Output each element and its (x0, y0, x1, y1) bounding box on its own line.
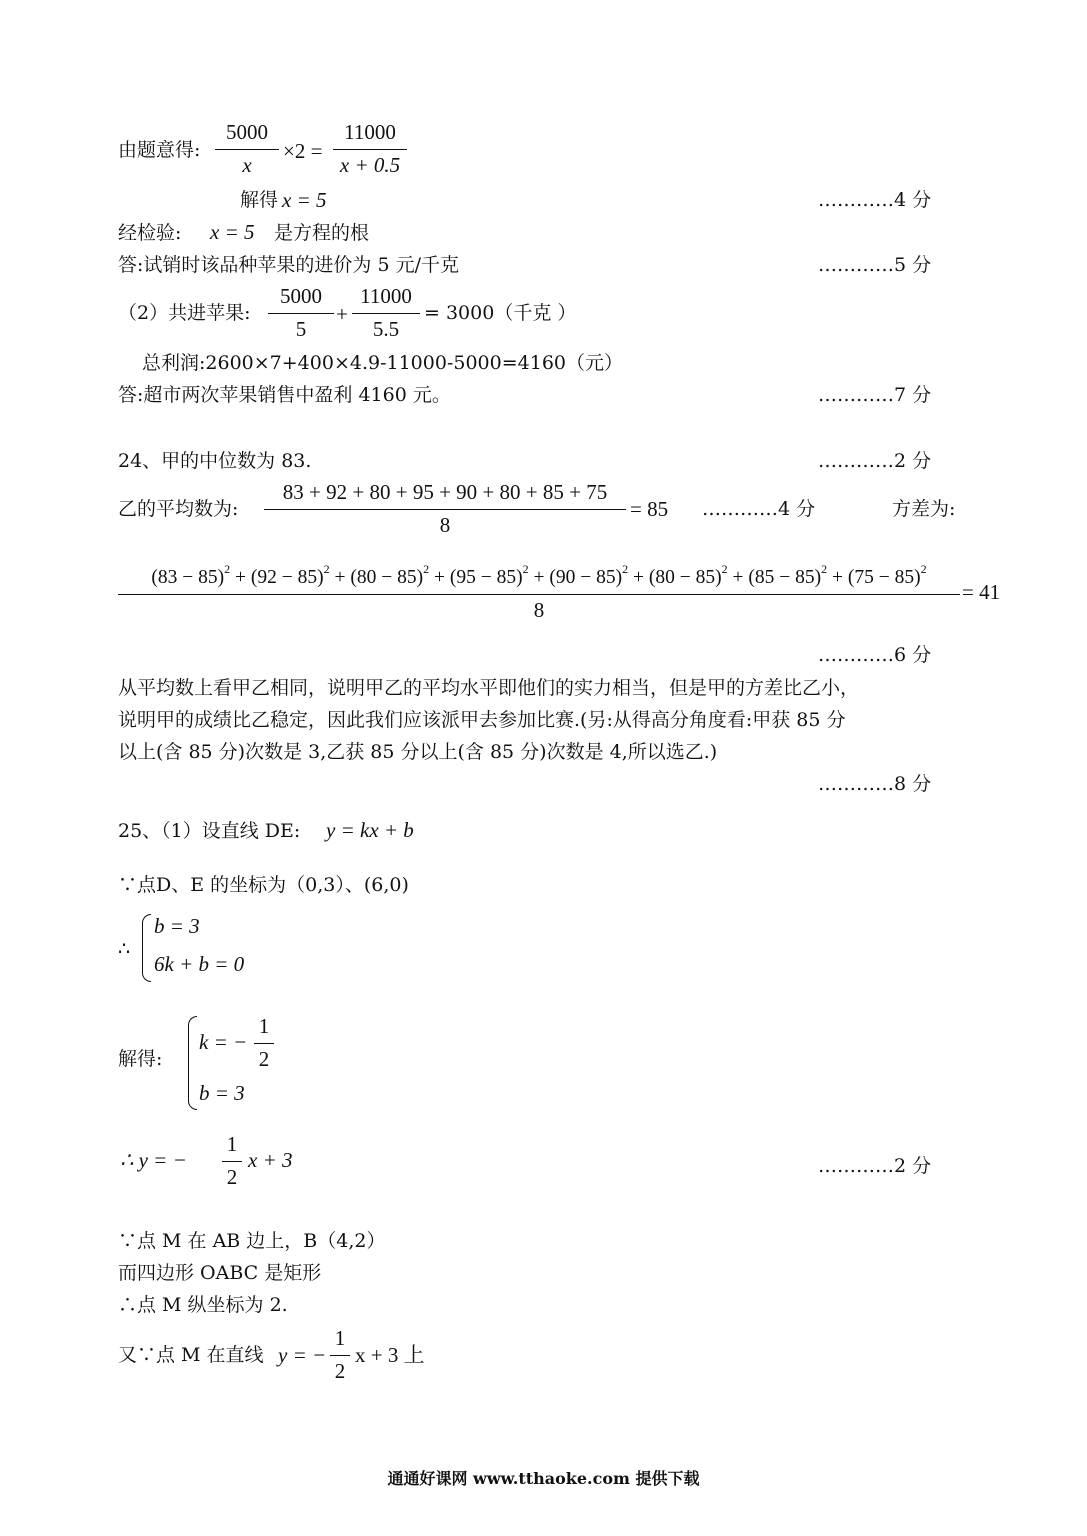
q23-solve-text: 解得 (240, 189, 279, 211)
score-q23-5: …………5 分 (818, 254, 932, 276)
q23-p2-fraction-1-num: 5000 (280, 284, 322, 308)
variance-plus-sign: + (727, 567, 749, 588)
q25-m-line-4-num: 1 (334, 1326, 346, 1350)
q23-fraction-right (333, 122, 407, 176)
q23-p2-result: = 3000（千克 ） (424, 302, 577, 324)
variance-term: (95 − 85) (449, 567, 523, 588)
variance-term: (80 − 85) (648, 567, 722, 588)
variance-exponent: 2 (920, 562, 927, 576)
q24-paragraph-2: 说明甲的成绩比乙稳定，因此我们应该派甲去参加比赛.(另:从得高分角度看:甲获 85 分 (118, 709, 846, 731)
q25-m-line-4-post: x + 3 上 (355, 1343, 425, 1367)
q23-check-eq: x = 5 (210, 220, 255, 244)
q23-answer-1: 答:试销时该品种苹果的进价为 5 元/千克 (118, 254, 459, 276)
q25-system-2-num: 1 (258, 1014, 270, 1038)
q25-therefore: ∴ (118, 938, 131, 960)
q23-check-tail: 是方程的根 (274, 222, 370, 244)
q25-solve-label: 解得: (118, 1048, 163, 1070)
variance-plus-sign: + (329, 567, 351, 588)
score-q24-6: …………6 分 (818, 644, 932, 666)
variance-plus-sign: + (230, 567, 251, 588)
q24-variance-num (118, 563, 960, 588)
variance-exponent: 2 (721, 562, 728, 576)
q24-mean-num: 83 + 92 + 80 + 95 + 90 + 80 + 85 + 75 (282, 480, 608, 504)
variance-term: (75 − 85) (847, 567, 921, 588)
q23-answer-2: 答:超市两次苹果销售中盈利 4160 元。 (118, 384, 451, 406)
q25-m-line-4-pre: 又∵点 M 在直线 (118, 1344, 264, 1366)
q23-eq-mid: ×2 = (283, 139, 323, 163)
q24-paragraph-1: 从平均数上看甲乙相同，说明甲乙的平均水平即他们的实力相当，但是甲的方差比乙小， (118, 677, 860, 699)
q23-fraction-left (215, 122, 279, 176)
q24-variance-den: 8 (533, 597, 545, 622)
variance-term: (83 − 85) (151, 567, 225, 588)
q23-p2-fraction-1 (268, 286, 334, 340)
q24-variance-result: = 41 (962, 580, 1001, 604)
q25-line-1: 25、（1）设直线 DE: (118, 820, 301, 842)
variance-exponent: 2 (423, 562, 430, 576)
q24-mean-label: 乙的平均数为: (118, 498, 239, 520)
q23-solve-eq: x = 5 (282, 188, 327, 212)
q23-fraction-left-den: x (242, 153, 252, 177)
score-q23-7: …………7 分 (818, 384, 932, 406)
q23-p2-fraction-2 (352, 286, 420, 340)
q25-m-line-4-eq: y = − (278, 1343, 327, 1367)
q23-p2-fraction-1-den: 5 (295, 317, 307, 341)
q25-line-2: ∵点D、E 的坐标为（0,3）、(6,0) (118, 874, 409, 896)
q24-median: 24、甲的中位数为 83. (118, 450, 312, 472)
q25-m-line-1: ∵点 M 在 AB 边上，B（4,2） (118, 1230, 386, 1252)
variance-plus-sign: + (528, 567, 550, 588)
q23-part2-label: （2）共进苹果: (118, 302, 251, 324)
variance-term: (92 − 85) (250, 567, 324, 588)
variance-term: (85 − 85) (748, 567, 822, 588)
q23-fraction-right-num: 11000 (344, 120, 396, 144)
score-q24-2: …………2 分 (818, 450, 932, 472)
q25-result-pre: ∴ y = − (120, 1148, 187, 1172)
variance-plus-sign: + (628, 567, 649, 588)
variance-exponent: 2 (622, 562, 629, 576)
score-q25-2: …………2 分 (818, 1155, 932, 1177)
score-q24-4: …………4 分 (702, 498, 816, 520)
q25-system-2-b: b = 3 (199, 1081, 245, 1105)
variance-exponent: 2 (224, 562, 231, 576)
q25-m-line-2: 而四边形 OABC 是矩形 (118, 1262, 322, 1284)
variance-exponent: 2 (821, 562, 828, 576)
q25-m-line-4-fraction (330, 1328, 350, 1382)
variance-term: (90 − 85) (549, 567, 623, 588)
q23-check-text: 经检验: (118, 222, 182, 244)
q24-mean-result: = 85 (630, 497, 669, 521)
q23-p2-plus: + (336, 302, 348, 326)
q25-result-num: 1 (226, 1132, 238, 1156)
q25-m-line-3: ∴点 M 纵坐标为 2. (118, 1294, 288, 1316)
page-footer: 通通好课网 www.tthaoke.com 提供下载 (387, 1469, 700, 1488)
q25-system-2-den: 2 (258, 1047, 270, 1071)
variance-plus-sign: + (429, 567, 450, 588)
variance-exponent: 2 (323, 562, 330, 576)
q24-variance-label: 方差为: (892, 498, 956, 520)
q25-system-2-k: k = − (199, 1030, 248, 1054)
score-q23-4: …………4 分 (818, 189, 932, 211)
q25-system-1-b: 6k + b = 0 (154, 952, 245, 976)
q25-line-1-eq: y = kx + b (326, 818, 414, 842)
q25-system-1-a: b = 3 (154, 914, 200, 938)
q24-mean-den: 8 (439, 513, 451, 537)
q23-intro: 由题意得: (118, 139, 201, 161)
q23-fraction-left-num: 5000 (226, 120, 268, 144)
q24-variance-fraction (118, 563, 960, 621)
q25-system-2-brace (188, 1016, 197, 1110)
score-q24-8: …………8 分 (818, 773, 932, 795)
q23-fraction-right-den: x + 0.5 (339, 153, 401, 177)
q23-p2-fraction-2-den: 5.5 (372, 317, 400, 341)
q25-system-2-fraction (254, 1016, 274, 1070)
variance-term: (80 − 85) (350, 567, 424, 588)
q24-mean-fraction (264, 482, 626, 536)
q25-result-fraction (222, 1134, 242, 1188)
q24-paragraph-3: 以上(含 85 分)次数是 3,乙获 85 分以上(含 85 分)次数是 4,所以选乙.) (118, 741, 718, 763)
q25-m-line-4-den: 2 (334, 1359, 346, 1383)
variance-plus-sign: + (827, 567, 848, 588)
variance-exponent: 2 (522, 562, 529, 576)
q23-profit: 总利润:2600×7+400×4.9-11000-5000=4160（元） (142, 352, 623, 374)
q25-result-den: 2 (226, 1165, 238, 1189)
q23-p2-fraction-2-num: 11000 (360, 284, 412, 308)
q25-system-1-brace (142, 914, 151, 982)
q25-result-post: x + 3 (248, 1148, 293, 1172)
